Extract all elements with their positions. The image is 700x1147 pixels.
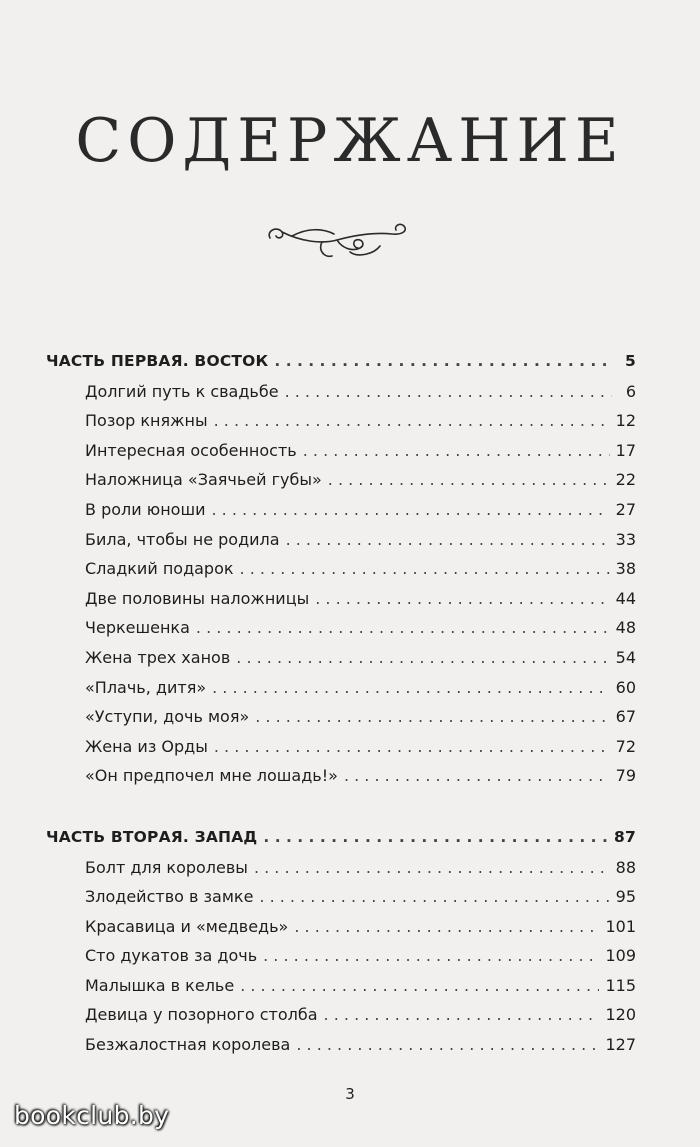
toc-entry[interactable] [46,761,636,791]
toc-leader-dots [286,525,610,555]
toc-entry[interactable] [46,613,636,643]
toc-page-number: 115 [605,975,636,995]
toc-page-number: 67 [615,707,636,727]
page-title: СОДЕРЖАНИЕ [75,106,625,176]
toc-entry[interactable] [46,554,636,584]
toc-entry[interactable] [46,1000,636,1030]
toc-leader-dots [303,436,610,466]
toc-part-label: ЧАСТЬ ВТОРАЯ. ЗАПАД [46,827,258,846]
toc-entry-title: Позор княжны [85,411,208,431]
toc-entry-title: Жена из Орды [85,736,208,756]
toc-entry-title: Девица у позорного столба [85,1005,318,1025]
toc-entry[interactable] [46,882,636,912]
toc-leader-dots [315,584,609,614]
toc-leader-dots [254,853,610,883]
toc-page-number: 79 [615,766,636,786]
toc-entry-title: Красавица и «медведь» [85,916,289,936]
toc-page-number: 72 [615,736,636,756]
toc-page-number: 127 [605,1035,636,1055]
toc-entry-title: В роли юноши [85,499,206,519]
toc-page-number: 88 [615,857,636,877]
toc-page-number: 48 [615,618,636,638]
toc-entry-title: Сладкий подарок [85,559,234,579]
toc-page-number: 27 [615,499,636,519]
toc-leader-dots [294,912,599,942]
toc-leader-dots [211,495,609,525]
toc-leader-dots [255,702,609,732]
toc-leader-dots [263,823,608,853]
toc-part-label: ЧАСТЬ ПЕРВАЯ. ВОСТОК [46,352,269,370]
toc-page-number: 5 [625,352,636,370]
toc-entry[interactable] [46,732,636,762]
toc-page-number: 101 [605,916,636,936]
toc-entry[interactable] [46,853,636,883]
toc-entry[interactable] [46,1030,636,1060]
toc-page-number: 33 [615,529,636,549]
toc-entry-title: Две половины наложницы [85,588,310,608]
flourish-ornament-icon [262,218,412,266]
toc-leader-dots [274,347,612,377]
toc-entry[interactable] [46,971,636,1001]
toc-leader-dots [263,941,599,971]
toc-entry-title: «Плачь, дитя» [85,677,207,697]
toc-leader-dots [214,406,610,436]
toc-entry[interactable] [46,465,636,495]
toc-entry[interactable] [46,436,636,466]
toc-leader-dots [214,732,610,762]
toc-leader-dots [328,465,610,495]
toc-entry[interactable] [46,377,636,407]
page-number: 3 [345,1085,355,1103]
toc-page-number: 6 [625,381,636,401]
toc-leader-dots [196,613,610,643]
toc-entry[interactable] [46,525,636,555]
toc-entry-title: Долгий путь к свадьбе [85,381,279,401]
toc-entry-title: «Уступи, дочь моя» [85,707,250,727]
toc-entry-title: Интересная особенность [85,440,297,460]
toc-page-number: 17 [615,440,636,460]
toc-entry[interactable] [46,673,636,703]
toc-page-number: 44 [615,588,636,608]
toc-page-number: 87 [614,827,636,846]
toc-page-number: 95 [615,887,636,907]
toc-entry[interactable] [46,406,636,436]
toc-part-one[interactable] [46,347,636,377]
toc-entry-title: Малышка в келье [85,975,235,995]
toc-leader-dots [324,1000,600,1030]
toc-entry[interactable] [46,941,636,971]
toc-entry-title: Безжалостная королева [85,1035,291,1055]
toc-page-number: 22 [615,470,636,490]
toc-page-number: 60 [615,677,636,697]
toc-page-number: 38 [615,559,636,579]
toc-entry-title: «Он предпочел мне лошадь!» [85,766,338,786]
table-of-contents [46,347,636,1060]
toc-leader-dots [344,761,610,791]
toc-leader-dots [240,971,599,1001]
toc-leader-dots [236,643,609,673]
toc-entry-title: Наложница «Заячьей губы» [85,470,322,490]
toc-leader-dots [296,1030,599,1060]
toc-entry[interactable] [46,643,636,673]
toc-part-two[interactable] [46,823,636,853]
toc-entry-title: Болт для королевы [85,857,248,877]
toc-entry-title: Жена трех ханов [85,647,231,667]
toc-entry-title: Била, чтобы не родила [85,529,280,549]
toc-leader-dots [285,377,612,407]
site-watermark: bookclub.by [14,1101,170,1130]
toc-page-number: 54 [615,647,636,667]
toc-page-number: 12 [615,411,636,431]
toc-leader-dots [212,673,610,703]
toc-entry-title: Черкешенка [85,618,190,638]
toc-leader-dots [240,554,610,584]
toc-entry-title: Злодейство в замке [85,887,254,907]
toc-page-number: 120 [605,1005,636,1025]
toc-entry[interactable] [46,912,636,942]
toc-entry[interactable] [46,702,636,732]
toc-entry[interactable] [46,495,636,525]
toc-entry[interactable] [46,584,636,614]
toc-entry-title: Сто дукатов за дочь [85,946,258,966]
toc-page-number: 109 [605,946,636,966]
toc-leader-dots [259,882,609,912]
